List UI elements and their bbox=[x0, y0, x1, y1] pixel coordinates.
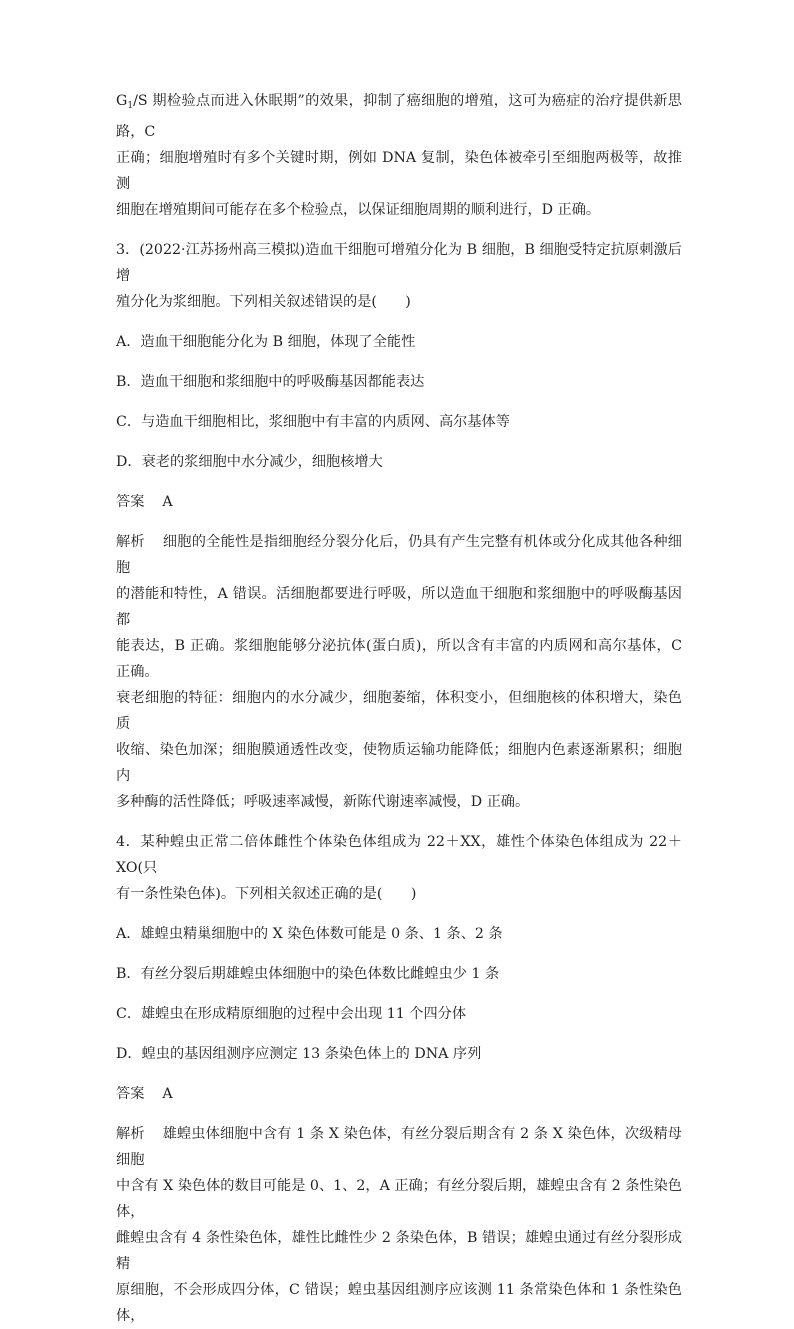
explanation-text: 雄蝗虫体细胞中含有 1 条 X 染色体，有丝分裂后期含有 2 条 X 染色体，次级精母细胞 bbox=[116, 1126, 682, 1168]
option-b: B．有丝分裂后期雄蝗虫体细胞中的染色体数比雌蝗虫少 1 条 bbox=[116, 966, 500, 982]
answer-label: 答案 bbox=[116, 494, 145, 510]
answer-value: A bbox=[162, 494, 173, 510]
question-3 bbox=[116, 237, 682, 815]
explanation-line bbox=[116, 1121, 682, 1173]
option-a: A．雄蝗虫精巢细胞中的 X 染色体数可能是 0 条、1 条、2 条 bbox=[116, 926, 503, 942]
previous-explanation-line: 细胞在增殖期间可能存在多个检验点，以保证细胞周期的顺利进行，D 正确。 bbox=[116, 202, 601, 218]
question-stem-line: 3．(2022·江苏扬州高三模拟)造血干细胞可增殖分化为 B 细胞，B 细胞受特定抗原刺激后增 bbox=[116, 242, 682, 284]
explanation-label: 解析 bbox=[116, 534, 145, 550]
explanation-text: 细胞的全能性是指细胞经分裂分化后，仍具有产生完整有机体或分化成其他各种细胞 bbox=[116, 534, 682, 576]
question-stem-line: 殖分化为浆细胞。下列相关叙述错误的是( ) bbox=[116, 294, 411, 310]
explanation-label: 解析 bbox=[116, 1126, 145, 1142]
answer-label: 答案 bbox=[116, 1086, 145, 1102]
option-c: C．雄蝗虫在形成精原细胞的过程中会出现 11 个四分体 bbox=[116, 1006, 467, 1022]
question-4 bbox=[116, 829, 682, 1329]
explanation-line: 雌蝗虫含有 4 条性染色体，雄性比雌性少 2 条染色体，B 错误；雄蝗虫通过有丝分裂形成精 bbox=[116, 1230, 682, 1272]
option-a: A．造血干细胞能分化为 B 细胞，体现了全能性 bbox=[116, 334, 416, 350]
explanation-line: 中含有 X 染色体的数目可能是 0、1、2，A 正确；有丝分裂后期，雄蝗虫含有 2 条性染色体， bbox=[116, 1178, 682, 1220]
explanation-line: 多种酶的活性降低；呼吸速率减慢，新陈代谢速率减慢，D 正确。 bbox=[116, 794, 530, 810]
answer-line bbox=[116, 1081, 682, 1107]
previous-explanation-line-rest: /S 期检验点而进入休眠期”的效果，抑制了癌细胞的增殖，这可为癌症的治疗提供新思路，C bbox=[116, 93, 682, 140]
explanation-line bbox=[116, 529, 682, 581]
explanation-line: 收缩、染色加深；细胞膜通透性改变，使物质运输功能降低；细胞内色素逐渐累积；细胞内 bbox=[116, 742, 682, 784]
option-b: B．造血干细胞和浆细胞中的呼吸酶基因都能表达 bbox=[116, 374, 425, 390]
option-c: C．与造血干细胞相比，浆细胞中有丰富的内质网、高尔基体等 bbox=[116, 414, 510, 430]
g-letter: G bbox=[116, 93, 128, 109]
option-d: D．蝗虫的基因组测序应测定 13 条染色体上的 DNA 序列 bbox=[116, 1046, 482, 1062]
explanation-line: 的潜能和特性，A 错误。活细胞都要进行呼吸，所以造血干细胞和浆细胞中的呼吸酶基因都 bbox=[116, 586, 682, 628]
question-stem-line: 有一条性染色体)。下列相关叙述正确的是( ) bbox=[116, 886, 417, 902]
previous-explanation-line bbox=[116, 88, 682, 145]
page-content bbox=[116, 88, 682, 1329]
explanation-line: 能表达，B 正确。浆细胞能够分泌抗体(蛋白质)，所以含有丰富的内质网和高尔基体，C 正确。 bbox=[116, 638, 682, 680]
explanation-line: 衰老细胞的特征：细胞内的水分减少，细胞萎缩，体积变小，但细胞核的体积增大，染色质 bbox=[116, 690, 682, 732]
g-subscript: 1 bbox=[127, 101, 134, 111]
option-d: D．衰老的浆细胞中水分减少，细胞核增大 bbox=[116, 454, 383, 470]
previous-explanation-tail bbox=[116, 88, 682, 223]
explanation bbox=[116, 529, 682, 815]
answer-value: A bbox=[162, 1086, 173, 1102]
answer-line bbox=[116, 489, 682, 515]
previous-explanation-line: 正确；细胞增殖时有多个关键时期，例如 DNA 复制，染色体被牵引至细胞两极等，故推测 bbox=[116, 150, 682, 192]
explanation bbox=[116, 1121, 682, 1329]
question-stem-line: 4．某种蝗虫正常二倍体雌性个体染色体组成为 22＋XX，雄性个体染色体组成为 22＋XO(只 bbox=[116, 834, 682, 876]
explanation-line: 原细胞，不会形成四分体，C 错误；蝗虫基因组测序应该测 11 条常染色体和 1 条性染色体， bbox=[116, 1282, 682, 1324]
